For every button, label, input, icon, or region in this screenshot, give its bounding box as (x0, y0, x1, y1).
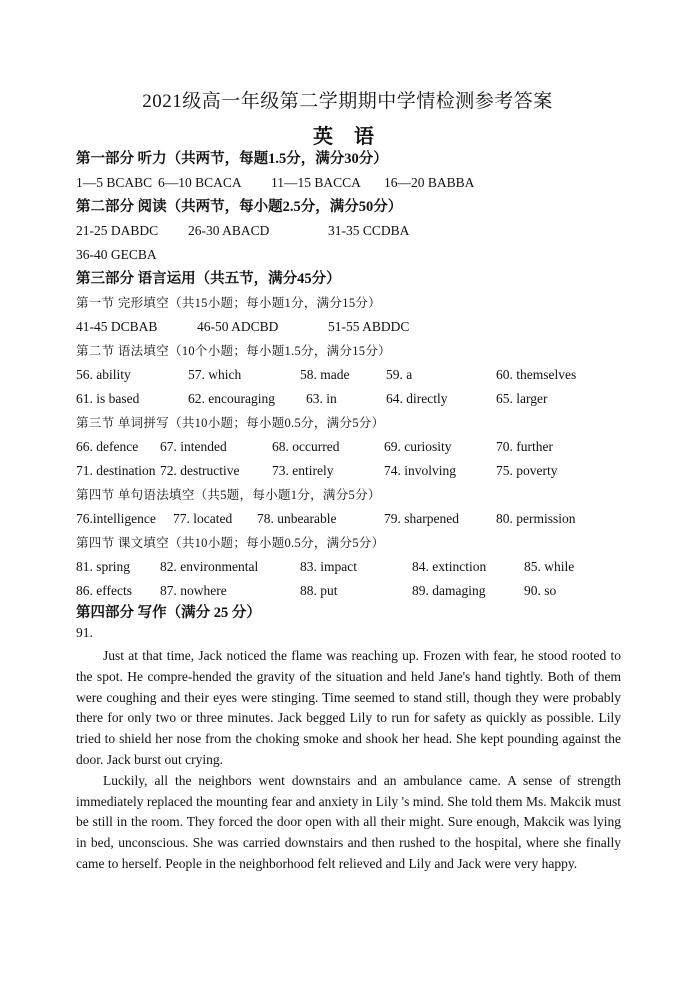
grammar-fill-answer: 63. in (306, 391, 337, 406)
text-fill-answer: 90. so (524, 583, 557, 598)
spelling-answer: 69. curiosity (384, 439, 452, 454)
grammar-fill-answer: 65. larger (496, 391, 548, 406)
grammar-fill-answer: 59. a (386, 367, 413, 382)
spelling-heading: 第三节 单词拼写（共10小题；每小题0.5分，满分5分） (76, 416, 385, 430)
part2-answer: 31-35 CCDBA (328, 223, 410, 238)
part1-heading: 第一部分 听力（共两节，每题1.5分，满分30分） (76, 151, 388, 167)
sentence-grammar-answer: 80. permission (496, 511, 576, 526)
spelling-answer: 75. poverty (496, 463, 558, 478)
part3-heading: 第三部分 语言运用（共五节，满分45分） (76, 271, 341, 287)
grammar-fill-answer: 56. ability (76, 367, 131, 382)
text-fill-answer: 87. nowhere (160, 583, 227, 598)
grammar-fill-answer: 62. encouraging (188, 391, 275, 406)
cloze-answer: 41-45 DCBAB (76, 319, 158, 334)
text-fill-answer: 85. while (524, 559, 575, 574)
sentence-grammar-answer: 79. sharpened (384, 511, 459, 526)
spelling-answer: 74. involving (384, 463, 457, 478)
text-fill-answer: 81. spring (76, 559, 130, 574)
essay (76, 646, 621, 875)
text-fill-answer: 83. impact (300, 559, 357, 574)
part2-answer: 26-30 ABACD (188, 223, 270, 238)
grammar-fill-answer: 58. made (300, 367, 350, 382)
text-fill-answer: 82. environmental (160, 559, 259, 574)
sentence-grammar-answer: 77. located (173, 511, 233, 526)
part1-answer: 11—15 BACCA (271, 175, 361, 190)
spelling-answer: 66. defence (76, 439, 139, 454)
part2-heading: 第二部分 阅读（共两节，每小题2.5分，满分50分） (76, 199, 403, 215)
part1-answer: 16—20 BABBA (384, 175, 475, 190)
subject-title: 英 语 (313, 126, 382, 148)
spelling-answer: 71. destination (76, 463, 156, 478)
sentence-grammar-heading: 第四节 单句语法填空（共5题，每小题1分，满分5分） (76, 488, 381, 502)
cloze-answer: 46-50 ADCBD (197, 319, 279, 334)
cloze-answer: 51-55 ABDDC (328, 319, 410, 334)
grammar-fill-answer: 61. is based (76, 391, 140, 406)
text-fill-heading: 第四节 课文填空（共10小题；每小题0.5分，满分5分） (76, 536, 385, 550)
part1-answer: 6—10 BCACA (158, 175, 242, 190)
part2-answer: 36-40 GECBA (76, 247, 157, 262)
grammar-fill-answer: 60. themselves (496, 367, 577, 382)
part1-answer: 1—5 BCABC (76, 175, 153, 190)
text-fill-answer: 89. damaging (412, 583, 486, 598)
text-fill-answer: 88. put (300, 583, 338, 598)
sentence-grammar-answer: 76.intelligence (76, 511, 156, 526)
part4-heading: 第四部分 写作（满分 25 分） (76, 605, 261, 621)
grammar-fill-heading: 第二节 语法填空（10个小题；每小题1.5分，满分15分） (76, 344, 391, 358)
page-title: 2021级高一年级第二学期期中学情检测参考答案 (142, 91, 553, 112)
text-fill-answer: 86. effects (76, 583, 132, 598)
spelling-answer: 73. entirely (272, 463, 334, 478)
spelling-answer: 70. further (496, 439, 553, 454)
essay-paragraph: Just at that time, Jack noticed the flame was reaching up. Frozen with fear, he stood rooted to the spot. He compre-hended the gravity of the situation and held Jane's hand tightly. Both of them were coughing and their eyes were stinging. Time seemed to stand still, though they were probably there for only two or three minutes. Jack begged Lily to run for safety as quickly as possible. Lily tried to shield her nose from the choking smoke and shook her head. She kept pounding against the door. Jack burst out crying. (76, 648, 621, 767)
spelling-answer: 68. occurred (272, 439, 340, 454)
spelling-answer: 67. intended (160, 439, 227, 454)
spelling-answer: 72. destructive (160, 463, 240, 478)
part2-answer: 21-25 DABDC (76, 223, 159, 238)
question-number: 91. (76, 625, 93, 640)
text-fill-answer: 84. extinction (412, 559, 487, 574)
grammar-fill-answer: 64. directly (386, 391, 448, 406)
cloze-heading: 第一节 完形填空（共15小题；每小题1分，满分15分） (76, 296, 381, 310)
grammar-fill-answer: 57. which (188, 367, 242, 382)
essay-paragraph: Luckily, all the neighbors went downstairs and an ambulance came. A sense of strength immediately replaced the mounting fear and anxiety in Lily 's mind. She told them Ms. Makcik must be still in the room. They forced the door open with all their might. Sure enough, Makcik was lying in bed, unconscious. She was carried downstairs and then rushed to the hospital, where she finally came to herself. People in the neighborhood felt relieved and Lily and Jack were very happy. (76, 772, 621, 871)
sentence-grammar-answer: 78. unbearable (257, 511, 337, 526)
